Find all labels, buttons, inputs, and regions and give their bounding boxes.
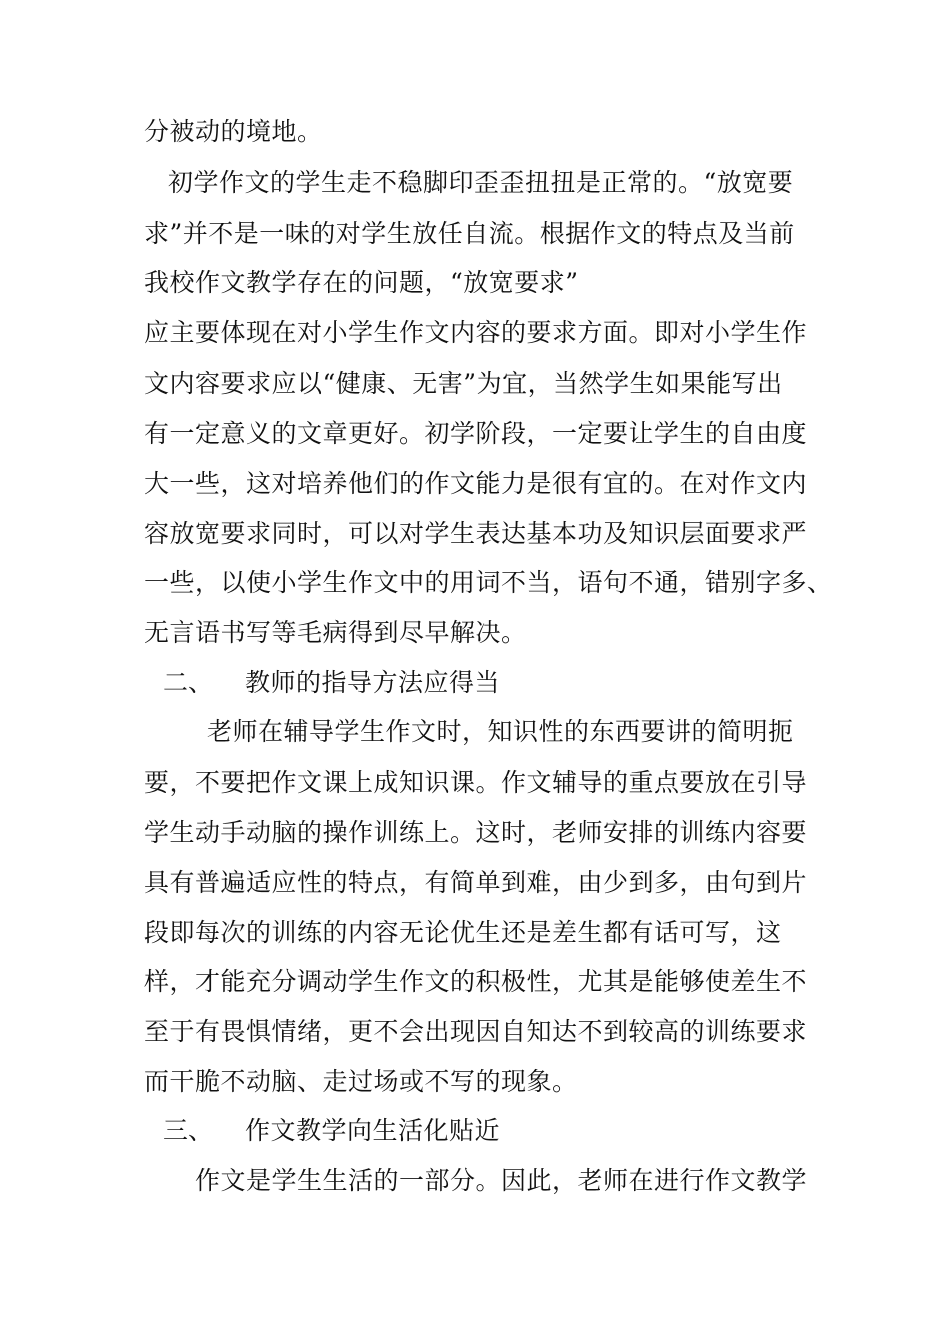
section-heading: 作文教学向生活化贴近 (245, 1116, 501, 1145)
section-heading: 教师的指导方法应得当 (245, 668, 501, 697)
paragraph-line: 初学作文的学生走不稳脚印歪歪扭扭是正常的。“放宽要 (168, 168, 794, 197)
paragraph-line: 大一些，这对培养他们的作文能力是很有宜的。在对作文内 (144, 469, 808, 498)
paragraph-line: 作文是学生生活的一部分。因此，老师在进行作文教学 (195, 1166, 808, 1195)
paragraph-line: 一些，以使小学生作文中的用词不当，语句不通，错别字多、 (144, 568, 833, 597)
paragraph-line: 样，才能充分调动学生作文的积极性，尤其是能够使差生不 (144, 967, 808, 996)
paragraph-line: 文内容要求应以“健康、无害”为宜，当然学生如果能写出 (144, 369, 783, 398)
paragraph-line: 容放宽要求同时，可以对学生表达基本功及知识层面要求严 (144, 519, 808, 548)
paragraph-line: 应主要体现在对小学生作文内容的要求方面。即对小学生作 (144, 318, 808, 347)
paragraph-line: 学生动手动脑的操作训练上。这时，老师安排的训练内容要 (144, 818, 808, 847)
paragraph-line: 具有普遍适应性的特点，有简单到难，由少到多，由句到片 (144, 868, 808, 897)
paragraph-line: 要，不要把作文课上成知识课。作文辅导的重点要放在引导 (144, 768, 808, 797)
paragraph-line: 老师在辅导学生作文时，知识性的东西要讲的简明扼 (207, 717, 794, 746)
paragraph-line: 而干脆不动脑、走过场或不写的现象。 (144, 1067, 578, 1096)
paragraph-line: 至于有畏惧情绪，更不会出现因自知达不到较高的训练要求 (144, 1017, 808, 1046)
paragraph-line: 有一定意义的文章更好。初学阶段，一定要让学生的自由度 (144, 419, 808, 448)
paragraph-line: 求”并不是一味的对学生放任自流。根据作文的特点及当前 (144, 219, 795, 248)
section-number: 二、 (163, 668, 214, 697)
paragraph-line: 分被动的境地。 (144, 117, 323, 146)
paragraph-line: 我校作文教学存在的问题，“放宽要求” (144, 268, 579, 297)
paragraph-line: 无言语书写等毛病得到尽早解决。 (144, 618, 527, 647)
section-number: 三、 (163, 1116, 214, 1145)
paragraph-line: 段即每次的训练的内容无论优生还是差生都有话可写，这 (144, 918, 782, 947)
